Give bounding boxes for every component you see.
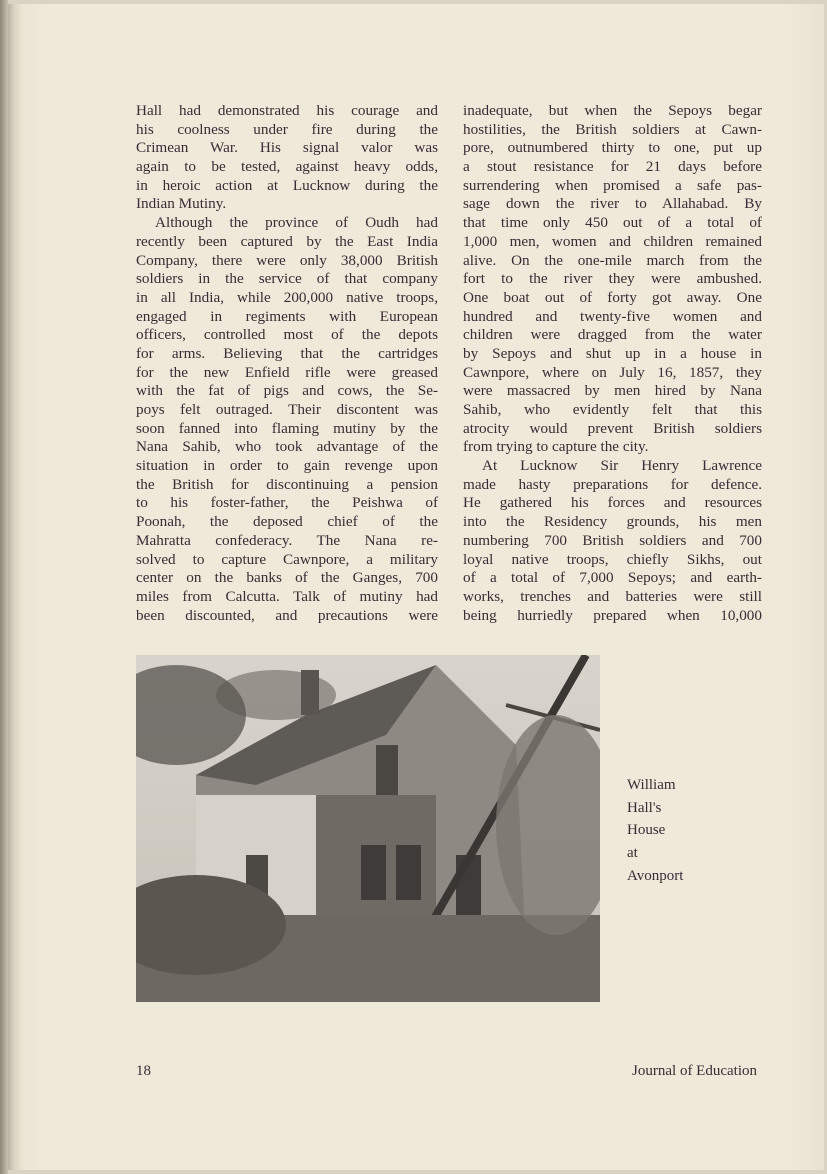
text-line: He gathered his forces and resources (463, 494, 762, 512)
text-line: loyal native troops, chiefly Sikhs, out (463, 550, 762, 568)
text-line: the British for discontinuing a pension (136, 475, 438, 493)
text-line: his coolness under fire during the (136, 120, 438, 138)
text-line: made hasty preparations for defence. (463, 475, 762, 493)
text-line: with the fat of pigs and cows, the Se- (136, 382, 438, 400)
text-line: soon fanned into flaming mutiny by the (136, 419, 438, 437)
text-line: numbering 700 British soldiers and 700 (463, 531, 762, 549)
text-line: engaged in regiments with European (136, 307, 438, 325)
photo-caption (627, 774, 683, 888)
text-line: Crimean War. His signal valor was (136, 139, 438, 157)
text-line: a stout resistance for 21 days before (463, 158, 762, 176)
text-line: Mahratta confederacy. The Nana re- (136, 531, 438, 549)
text-line: Although the province of Oudh had (155, 214, 438, 232)
text-line: hostilities, the British soldiers at Cawn- (463, 120, 762, 138)
text-line: of a total of 7,000 Sepoys; and earth- (463, 569, 762, 587)
text-line: from trying to capture the city. (463, 438, 649, 456)
text-line: soldiers in the service of that company (136, 270, 438, 288)
text-line: were massacred by men hired by Nana (463, 382, 762, 400)
text-line: sage down the river to Allahabad. By (463, 195, 762, 213)
page-number: 18 (136, 1063, 151, 1079)
text-line: for arms. Believing that the cartridges (136, 344, 438, 362)
caption-line: Avonport (627, 867, 684, 884)
caption-line: William (627, 777, 676, 793)
page-binding-shadow (0, 0, 8, 1174)
text-line: One boat out of forty got away. One (463, 288, 762, 306)
text-line: fort to the river they were ambushed. (463, 270, 762, 288)
caption-line: House (627, 822, 666, 839)
text-line: in heroic action at Lucknow during the (136, 176, 438, 194)
text-line: Indian Mutiny. (136, 195, 227, 213)
text-line: again to be tested, against heavy odds, (136, 158, 438, 176)
text-line: for the new Enfield rifle were greased (136, 363, 438, 381)
text-line: surrendering when promised a safe pas- (463, 176, 762, 194)
text-line: situation in order to gain revenge upon (136, 457, 438, 475)
text-line: in all India, while 200,000 native troops, (136, 288, 438, 306)
text-line: pore, outnumbered thirty to one, put up (463, 139, 762, 157)
text-line: into the Residency grounds, his men (463, 513, 762, 531)
text-line: been discounted, and precautions were (136, 606, 438, 624)
text-line: works, trenches and batteries were still (463, 587, 762, 605)
text-line: atrocity would prevent British soldiers (463, 419, 762, 437)
photo-hall-house (136, 655, 600, 1002)
text-line: center on the banks of the Ganges, 700 (136, 569, 438, 587)
text-line: alive. On the one-mile march from the (463, 251, 762, 269)
text-line: Company, there were only 38,000 British (136, 251, 438, 269)
text-line: recently been captured by the East India (136, 232, 438, 250)
text-line: children were dragged from the water (463, 326, 762, 344)
text-line: Cawnpore, where on July 16, 1857, they (463, 363, 762, 381)
caption-line: at (627, 845, 638, 862)
text-line: Hall had demonstrated his courage and (136, 102, 438, 119)
text-line: to his foster-father, the Peishwa of (136, 494, 438, 512)
left-text-column (136, 102, 438, 625)
text-line: by Sepoys and shut up in a house in (463, 344, 762, 362)
text-line: 1,000 men, women and children remained (463, 232, 762, 250)
text-line: solved to capture Cawnpore, a military (136, 550, 438, 568)
text-line: that time only 450 out of a total of (463, 214, 762, 232)
text-line: officers, controlled most of the depots (136, 326, 438, 344)
text-line: Sahib, who evidently felt that this (463, 401, 762, 418)
text-line: miles from Calcutta. Talk of mutiny had (136, 587, 438, 605)
publication-title: Journal of Education (632, 1063, 757, 1079)
text-line: being hurriedly prepared when 10,000 (463, 606, 762, 624)
text-line: Nana Sahib, who took advantage of the (136, 438, 438, 456)
text-line: Poonah, the deposed chief of the (136, 513, 438, 531)
caption-line: Hall's (627, 799, 662, 816)
text-line: hundred and twenty-five women and (463, 307, 762, 325)
text-line: At Lucknow Sir Henry Lawrence (482, 457, 762, 475)
text-line: poys felt outraged. Their discontent was (136, 401, 438, 418)
right-text-column (463, 102, 762, 625)
text-line: inadequate, but when the Sepoys begar (463, 102, 762, 119)
